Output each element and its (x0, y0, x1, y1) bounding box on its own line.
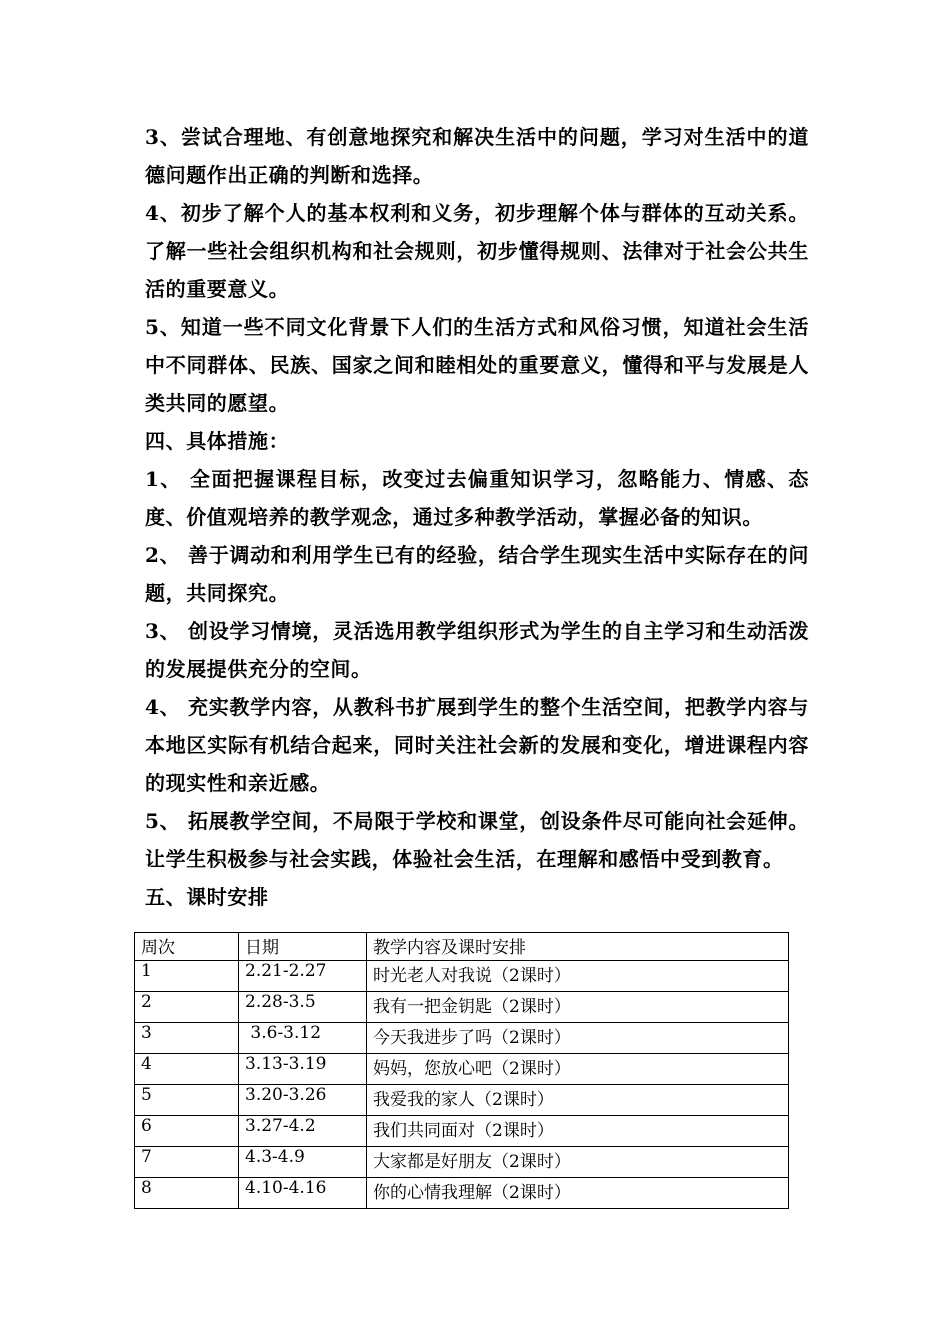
cell-content: 今天我进步了吗（2课时） (367, 1023, 789, 1054)
table-row (135, 961, 789, 992)
cell-week: 5 (135, 1085, 239, 1116)
cell-week: 1 (135, 961, 239, 992)
measure-item-2: 2、 善于调动和利用学生已有的经验，结合学生现实生活中实际存在的问题，共同探究。 (145, 543, 809, 605)
cell-date: 4.10-4.16 (239, 1178, 367, 1209)
cell-date: 4.3-4.9 (239, 1147, 367, 1178)
cell-date: 3.27-4.2 (239, 1116, 367, 1147)
table-row (135, 1054, 789, 1085)
cell-content: 我有一把金钥匙（2课时） (367, 992, 789, 1023)
cell-date: 3.13-3.19 (239, 1054, 367, 1085)
cell-week: 6 (135, 1116, 239, 1147)
cell-content: 时光老人对我说（2课时） (367, 961, 789, 992)
table-header-row (135, 933, 789, 961)
cell-week: 7 (135, 1147, 239, 1178)
measure-item-4: 4、 充实教学内容，从教科书扩展到学生的整个生活空间，把教学内容与本地区实际有机结合起来，同时关注社会新的发展和变化，增进课程内容的现实性和亲近感。 (145, 695, 809, 795)
cell-date: 2.21-2.27 (239, 961, 367, 992)
cell-week: 2 (135, 992, 239, 1023)
section-heading-measures: 四、具体措施： (145, 429, 290, 453)
table-row (135, 1085, 789, 1116)
cell-week: 8 (135, 1178, 239, 1209)
measure-item-3: 3、 创设学习情境，灵活选用教学组织形式为学生的自主学习和生动活泼的发展提供充分的空间。 (145, 619, 809, 681)
cell-content: 大家都是好朋友（2课时） (367, 1147, 789, 1178)
measure-item-1: 1、 全面把握课程目标，改变过去偏重知识学习，忽略能力、情感、态度、价值观培养的教学观念，通过多种教学活动，掌握必备的知识。 (145, 467, 809, 529)
cell-content: 我爱我的家人（2课时） (367, 1085, 789, 1116)
cell-content: 你的心情我理解（2课时） (367, 1178, 789, 1209)
cell-date: 2.28-3.5 (239, 992, 367, 1023)
paragraph-goal-3: 3、尝试合理地、有创意地探究和解决生活中的问题，学习对生活中的道德问题作出正确的判断和选择。 (145, 125, 809, 187)
cell-date: 3.6-3.12 (239, 1023, 367, 1054)
cell-week: 3 (135, 1023, 239, 1054)
table-row (135, 1178, 789, 1209)
measure-item-5: 5、 拓展教学空间，不局限于学校和课堂，创设条件尽可能向社会延伸。让学生积极参与社会实践，体验社会生活，在理解和感悟中受到教育。 (145, 809, 809, 871)
table-row (135, 1147, 789, 1178)
cell-content: 妈妈，您放心吧（2课时） (367, 1054, 789, 1085)
cell-week: 4 (135, 1054, 239, 1085)
table-row (135, 992, 789, 1023)
paragraph-goal-5: 5、知道一些不同文化背景下人们的生活方式和风俗习惯，知道社会生活中不同群体、民族、国家之间和睦相处的重要意义，懂得和平与发展是人类共同的愿望。 (145, 315, 809, 415)
column-header-content: 教学内容及课时安排 (367, 933, 789, 961)
cell-date: 3.20-3.26 (239, 1085, 367, 1116)
schedule-table (134, 932, 789, 1209)
paragraph-goal-4: 4、初步了解个人的基本权利和义务，初步理解个体与群体的互动关系。了解一些社会组织机构和社会规则，初步懂得规则、法律对于社会公共生活的重要意义。 (145, 201, 809, 301)
section-heading-schedule: 五、课时安排 (145, 885, 269, 909)
table-row (135, 1116, 789, 1147)
column-header-date: 日期 (239, 933, 367, 961)
document-body (145, 118, 809, 916)
column-header-week: 周次 (135, 933, 239, 961)
table-row (135, 1023, 789, 1054)
cell-content: 我们共同面对（2课时） (367, 1116, 789, 1147)
